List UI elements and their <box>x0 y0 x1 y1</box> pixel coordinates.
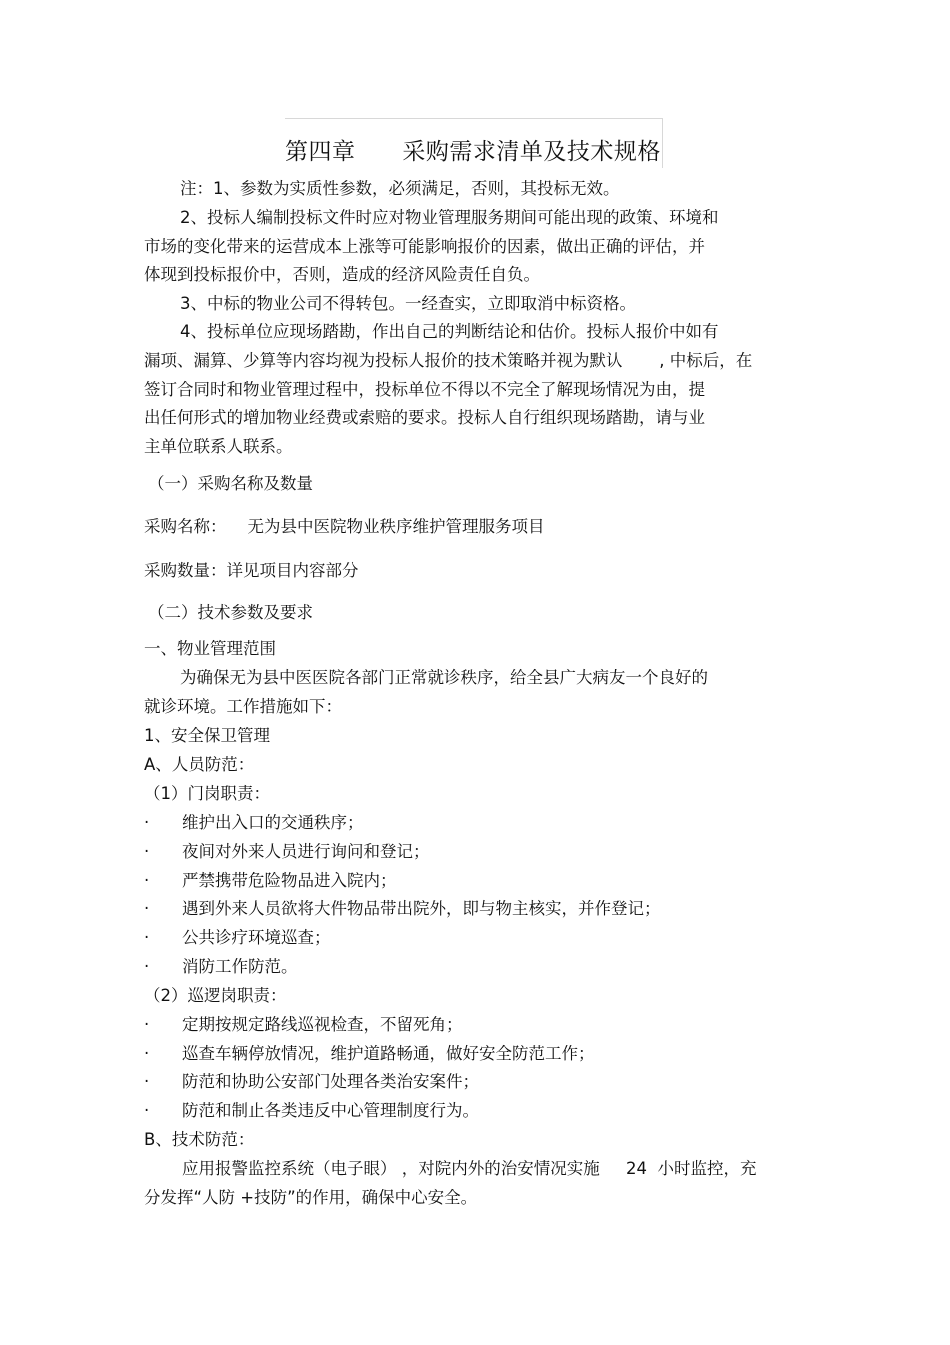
gate-item: 维护出入口的交通秩序； <box>182 813 364 832</box>
gate-item: 公共诊疗环境巡查； <box>182 928 331 947</box>
bullet-icon: · <box>144 842 150 861</box>
intro-line-2: 就诊环境。工作措施如下： <box>144 697 342 716</box>
note-2-line-3: 体现到投标报价中，否则，造成的经济风险责任自负。 <box>144 265 540 284</box>
a-heading: A、人员防范： <box>144 755 255 774</box>
procurement-name: 采购名称： 无为县中医院物业秩序维护管理服务项目 <box>144 517 545 536</box>
patrol-item: 防范和协助公安部门处理各类治安案件； <box>182 1072 479 1091</box>
intro-line-1: 为确保无为县中医医院各部门正常就诊秩序，给全县广大病友一个良好的 <box>180 668 708 687</box>
bullet-icon: · <box>144 1101 150 1120</box>
b-heading: B、技术防范： <box>144 1130 255 1149</box>
patrol-item: 巡查车辆停放情况，维护道路畅通，做好安全防范工作； <box>182 1044 595 1063</box>
patrol-duties-heading: （2）巡逻岗职责： <box>144 986 287 1005</box>
note-3: 3、中标的物业公司不得转包。一经查实，立即取消中标资格。 <box>180 294 636 313</box>
gate-duties-heading: （1）门岗职责： <box>144 784 270 803</box>
gate-item: 消防工作防范。 <box>182 957 298 976</box>
bullet-icon: · <box>144 813 150 832</box>
gate-item: 严禁携带危险物品进入院内； <box>182 871 397 890</box>
patrol-item: 定期按规定路线巡视检查，不留死角； <box>182 1015 463 1034</box>
bullet-icon: · <box>144 928 150 947</box>
bullet-icon: · <box>144 1044 150 1063</box>
gate-item: 夜间对外来人员进行询问和登记； <box>182 842 430 861</box>
note-4-line-3: 签订合同时和物业管理过程中，投标单位不得以不完全了解现场情况为由，提 <box>144 380 705 399</box>
gate-item: 遇到外来人员欲将大件物品带出院外，即与物主核实，并作登记； <box>182 899 661 918</box>
note-4-line-1: 4、投标单位应现场踏勘，作出自己的判断结论和估价。投标人报价中如有 <box>180 322 719 341</box>
note-1: 注：1、参数为实质性参数，必须满足，否则，其投标无效。 <box>180 179 620 198</box>
scope-heading: 一、物业管理范围 <box>144 639 276 658</box>
note-4-line-2: 漏项、漏算、少算等内容均视为投标人报价的技术策略并视为默认 , 中标后，在 <box>144 351 753 370</box>
section-1-heading: （一）采购名称及数量 <box>148 474 313 493</box>
note-4-line-4: 出任何形式的增加物业经费或索赔的要求。投标人自行组织现场踏勘，请与业 <box>144 408 705 427</box>
bullet-icon: · <box>144 899 150 918</box>
note-2-line-2: 市场的变化带来的运营成本上涨等可能影响报价的因素，做出正确的评估，并 <box>144 237 705 256</box>
bullet-icon: · <box>144 1015 150 1034</box>
b-text-line-2: 分发挥“人防 +技防”的作用，确保中心安全。 <box>144 1188 478 1207</box>
bullet-icon: · <box>144 957 150 976</box>
note-2-line-1: 2、投标人编制投标文件时应对物业管理服务期间可能出现的政策、环境和 <box>180 208 719 227</box>
section-2-heading: （二）技术参数及要求 <box>148 603 313 622</box>
item-1-heading: 1、安全保卫管理 <box>144 726 270 745</box>
note-4-line-5: 主单位联系人联系。 <box>144 437 293 456</box>
procurement-quantity: 采购数量：详见项目内容部分 <box>144 561 359 580</box>
page-title: 第四章 采购需求清单及技术规格 <box>285 139 661 165</box>
bullet-icon: · <box>144 871 150 890</box>
b-text-line-1: 应用报警监控系统（电子眼） ，对院内外的治安情况实施 24 小时监控，充 <box>182 1159 757 1178</box>
bullet-icon: · <box>144 1072 150 1091</box>
patrol-item: 防范和制止各类违反中心管理制度行为。 <box>182 1101 479 1120</box>
